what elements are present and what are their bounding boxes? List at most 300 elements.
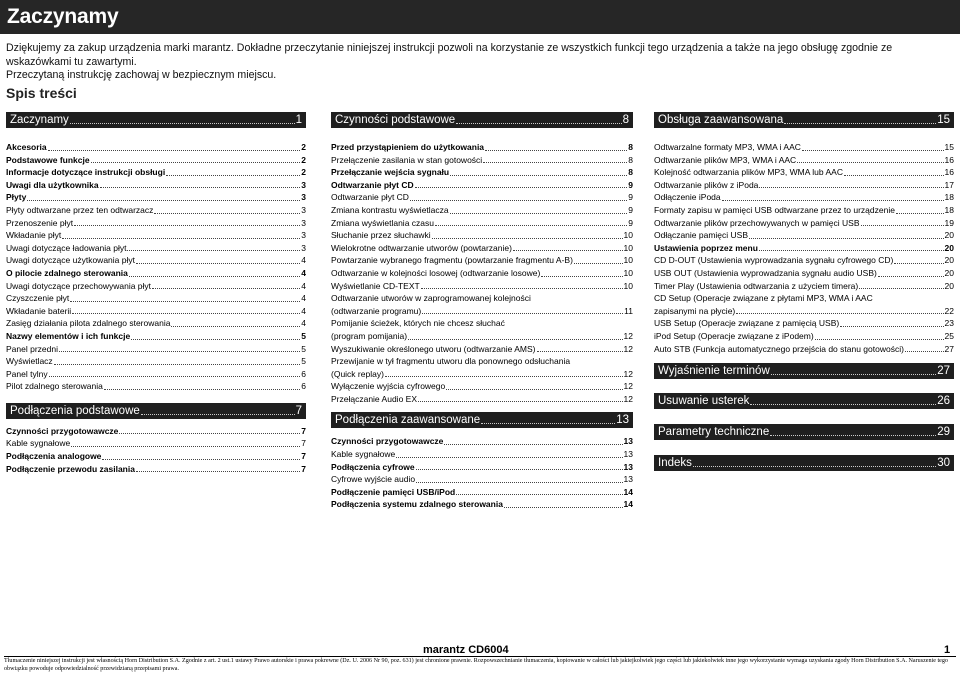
toc-entry[interactable] <box>331 141 633 154</box>
toc-entry-page: 14 <box>623 499 633 510</box>
toc-entry[interactable] <box>331 229 633 242</box>
toc-leader-dots <box>104 389 300 390</box>
toc-entry[interactable] <box>6 292 306 305</box>
toc-entry[interactable] <box>331 393 633 406</box>
toc-entry-page: 16 <box>944 154 954 165</box>
toc-entry[interactable] <box>654 166 954 179</box>
toc-entry-page: 4 <box>301 280 306 291</box>
toc-leader-dots <box>70 301 300 302</box>
toc-entry-page: 6 <box>301 381 306 392</box>
toc-entry-label: Podłączenie pamięci USB/iPod <box>331 486 456 497</box>
toc-leader-dots <box>456 494 622 495</box>
toc-entry-page: 2 <box>301 154 306 165</box>
toc-entry-page: 4 <box>301 293 306 304</box>
toc-entry-page: 3 <box>301 192 306 203</box>
toc-leader-dots <box>416 469 623 470</box>
toc-section-label: Czynności podstawowe <box>335 114 456 126</box>
toc-entry-page: 8 <box>628 154 633 165</box>
toc-entry-page: 8 <box>628 167 633 178</box>
toc-section-header[interactable] <box>654 393 954 409</box>
toc-entry-label: Panel tylny <box>6 368 48 379</box>
toc-entry-label: Podstawowe funkcje <box>6 154 90 165</box>
toc-leader-dots <box>154 213 300 214</box>
toc-entry-page: 23 <box>944 318 954 329</box>
toc-column-3 <box>654 112 954 471</box>
toc-entry[interactable] <box>654 267 954 280</box>
toc-leader-dots <box>48 150 301 151</box>
toc-leader-dots <box>878 276 944 277</box>
toc-entry[interactable] <box>6 355 306 368</box>
toc-entry[interactable] <box>6 242 306 255</box>
toc-leader-dots <box>450 175 627 176</box>
toc-entry[interactable] <box>331 498 633 511</box>
toc-entry-page: 5 <box>301 343 306 354</box>
toc-entry-label: Zmiana wyświetlania czasu <box>331 217 434 228</box>
toc-leader-dots <box>62 238 300 239</box>
toc-entry[interactable] <box>6 154 306 167</box>
toc-entry-page: 16 <box>944 167 954 178</box>
toc-entry-label: Uwagi dotyczące ładowania płyt <box>6 242 127 253</box>
toc-leader-dots <box>513 250 623 251</box>
toc-entry-label: Odłączenie iPoda <box>654 192 721 203</box>
toc-entry-label: Pomijanie ścieżek, których nie chcesz słuchać <box>331 318 505 329</box>
toc-entry-line <box>331 317 633 330</box>
toc-entry-label: USB Setup (Operacje związane z pamięcią USB) <box>654 318 840 329</box>
toc-entry[interactable] <box>6 380 306 393</box>
toc-entry-label: Wkładanie baterii <box>6 305 72 316</box>
toc-entry[interactable] <box>6 343 306 356</box>
toc-leader-dots <box>59 351 300 352</box>
toc-entry[interactable] <box>654 229 954 242</box>
toc-entry-label: Panel przedni <box>6 343 58 354</box>
toc-entry-page: 10 <box>623 255 633 266</box>
toc-entry-label: iPod Setup (Operacje związane z iPodem) <box>654 330 814 341</box>
toc-section-header[interactable] <box>654 424 954 440</box>
toc-entry[interactable] <box>6 229 306 242</box>
toc-entry-label: Wkładanie płyt <box>6 230 62 241</box>
toc-leader-dots <box>71 446 300 447</box>
toc-leader-dots <box>385 376 623 377</box>
toc-entry-label: Odtwarzanie utworów w zaprogramowanej kolejności <box>331 293 531 304</box>
toc-leader-dots <box>396 457 622 458</box>
toc-entry-label: Nazwy elementów i ich funkcje <box>6 330 131 341</box>
toc-leader-dots <box>485 150 627 151</box>
toc-entry-label: Wyświetlacz <box>6 356 53 367</box>
toc-entry-label: Słuchanie przez słuchawki <box>331 230 431 241</box>
toc-leader-dots <box>861 225 944 226</box>
toc-entry-label: Płyty <box>6 192 27 203</box>
toc-entry[interactable] <box>331 486 633 499</box>
toc-entry-label: Przełączanie wejścia sygnału <box>331 167 450 178</box>
toc-entry-page: 12 <box>623 343 633 354</box>
toc-leader-dots <box>136 471 300 472</box>
toc-entry-page: 22 <box>944 305 954 316</box>
toc-entry-label: Odłączanie pamięci USB <box>654 230 749 241</box>
toc-entry[interactable] <box>6 425 306 438</box>
toc-leader-dots <box>483 162 627 163</box>
toc-entry-label: Przenoszenie płyt <box>6 217 74 228</box>
toc-entry[interactable] <box>6 305 306 318</box>
toc-entry-label: Ustawienia poprzez menu <box>654 242 758 253</box>
toc-entry[interactable] <box>331 330 633 343</box>
toc-entry[interactable] <box>654 317 954 330</box>
toc-entry-label: Przełączenie zasilania w stan gotowości <box>331 154 483 165</box>
toc-entry-page: 20 <box>944 267 954 278</box>
toc-section-page: 27 <box>937 365 950 378</box>
toc-leader-dots <box>49 376 301 377</box>
toc-entry[interactable] <box>6 330 306 343</box>
toc-entry-page: 10 <box>623 242 633 253</box>
toc-entry[interactable] <box>6 191 306 204</box>
toc-entry[interactable] <box>654 141 954 154</box>
toc-entry-page: 12 <box>623 393 633 404</box>
toc-leader-dots <box>418 401 623 402</box>
toc-entry-page: 14 <box>623 486 633 497</box>
toc-leader-dots <box>859 288 943 289</box>
toc-entry[interactable] <box>6 463 306 476</box>
toc-entry[interactable] <box>6 280 306 293</box>
toc-entry-page: 6 <box>301 368 306 379</box>
toc-entry-page: 10 <box>623 280 633 291</box>
toc-entry-page: 5 <box>301 356 306 367</box>
footer-page-number: 1 <box>944 644 951 656</box>
toc-entry-label: Cyfrowe wyjście audio <box>331 474 416 485</box>
toc-entry-label: Zasięg działania pilota zdalnego sterowania <box>6 318 171 329</box>
toc-entry[interactable] <box>6 317 306 330</box>
toc-entry[interactable] <box>331 448 633 461</box>
toc-section-label: Obsługa zaawansowana <box>658 114 784 126</box>
toc-leader-dots <box>54 364 301 365</box>
toc-entry-label: Płyty odtwarzane przez ten odtwarzacz <box>6 204 154 215</box>
toc-entry-page: 9 <box>628 204 633 215</box>
toc-section-header[interactable] <box>6 403 306 419</box>
toc-entry[interactable] <box>654 343 954 356</box>
toc-entry[interactable] <box>331 166 633 179</box>
toc-leader-dots <box>446 389 622 390</box>
toc-entry[interactable] <box>331 191 633 204</box>
toc-entry-label: Timer Play (Ustawienia odtwarzania z użyciem timera) <box>654 280 859 291</box>
toc-section-header[interactable] <box>654 363 954 379</box>
toc-section-label: Podłączenia podstawowe <box>10 404 140 417</box>
toc-section-label: Usuwanie usterek <box>658 395 750 408</box>
page-title: Zaczynamy <box>7 5 119 28</box>
toc-entry-label: Kable sygnałowe <box>6 438 71 449</box>
toc-entry[interactable] <box>654 242 954 255</box>
toc-entry-label: USB OUT (Ustawienia wyprowadzania sygnału audio USB) <box>654 267 877 278</box>
toc-entry[interactable] <box>654 154 954 167</box>
toc-section-page: 26 <box>937 395 950 408</box>
toc-leader-dots <box>421 288 623 289</box>
toc-entry[interactable] <box>6 217 306 230</box>
toc-leader-dots <box>722 200 944 201</box>
toc-entry[interactable] <box>654 217 954 230</box>
toc-entry-page: 17 <box>944 179 954 190</box>
toc-entry-label: Wyszukiwanie określonego utworu (odtwarzanie AMS) <box>331 343 536 354</box>
toc-leader-dots <box>797 162 943 163</box>
toc-leader-dots <box>759 250 944 251</box>
toc-section-page: 15 <box>937 114 950 126</box>
toc-leader-dots <box>131 339 300 340</box>
toc-section-page: 1 <box>295 114 302 126</box>
toc-entry-page: 4 <box>301 255 306 266</box>
toc-leader-dots <box>840 326 943 327</box>
toc-entry[interactable] <box>654 254 954 267</box>
toc-entry[interactable] <box>331 473 633 486</box>
toc-leader-dots <box>27 200 300 201</box>
toc-entry-page: 3 <box>301 204 306 215</box>
toc-entry-page: 7 <box>301 463 306 474</box>
toc-section-page: 8 <box>622 114 629 126</box>
toc-section-label: Indeks <box>658 457 692 470</box>
toc-entry[interactable] <box>654 179 954 192</box>
toc-entry[interactable] <box>6 437 306 450</box>
toc-entry-label: Kable sygnałowe <box>331 449 396 460</box>
toc-entry[interactable] <box>654 330 954 343</box>
toc-leader-dots <box>802 150 944 151</box>
footer-model: marantz CD6004 <box>423 644 509 656</box>
toc-entry-label: Powtarzanie wybranego fragmentu (powtarzanie fragmentu A-B) <box>331 255 573 266</box>
intro-note: Przeczytaną instrukcję zachowaj w bezpiecznym miejscu. <box>6 69 277 81</box>
toc-section-page: 30 <box>937 457 950 470</box>
toc-entry[interactable] <box>331 204 633 217</box>
toc-entry[interactable] <box>331 254 633 267</box>
toc-column-1 <box>6 112 306 475</box>
toc-entry[interactable] <box>6 450 306 463</box>
footer-divider <box>4 656 956 657</box>
toc-leader-dots <box>152 288 300 289</box>
toc-entry-label: Czynności przygotowawcze <box>6 425 119 436</box>
toc-entry-page: 10 <box>623 230 633 241</box>
toc-entry-page: 12 <box>623 330 633 341</box>
toc-entry-label: O pilocie zdalnego sterowania <box>6 267 128 278</box>
toc-section-header[interactable] <box>654 112 954 128</box>
toc-entry-label: Wyłączenie wyjścia cyfrowego <box>331 381 446 392</box>
toc-leader-dots <box>894 263 943 264</box>
toc-entry-page: 8 <box>628 142 633 152</box>
toc-leader-dots <box>435 225 627 226</box>
toc-entry-page: 3 <box>301 242 306 253</box>
toc-entry[interactable] <box>6 166 306 179</box>
toc-entry[interactable] <box>6 141 306 154</box>
toc-leader-dots <box>574 263 623 264</box>
toc-entry-page: 12 <box>623 381 633 392</box>
toc-entry-label: Kolejność odtwarzania plików MP3, WMA lub AAC <box>654 167 843 178</box>
toc-section-header[interactable] <box>654 455 954 471</box>
toc-entry-label: Odtwarzanie płyt CD <box>331 179 414 190</box>
toc-leader-dots <box>410 200 627 201</box>
toc-entry[interactable] <box>6 267 306 280</box>
toc-entry-label: Podłączenia analogowe <box>6 451 102 462</box>
toc-entry[interactable] <box>331 217 633 230</box>
toc-entry[interactable] <box>654 191 954 204</box>
toc-entry[interactable] <box>654 204 954 217</box>
toc-entry[interactable] <box>331 461 633 474</box>
toc-entry-page: 20 <box>944 280 954 291</box>
toc-entry-label: Zmiana kontrastu wyświetlacza <box>331 204 449 215</box>
toc-entry-page: 7 <box>301 438 306 449</box>
toc-entry[interactable] <box>331 343 633 356</box>
toc-leader-dots <box>74 225 300 226</box>
toc-leader-dots <box>72 313 300 314</box>
toc-entry-page: 5 <box>301 330 306 341</box>
toc-entry-label: Czyszczenie płyt <box>6 293 70 304</box>
toc-leader-dots <box>127 250 300 251</box>
toc-entry[interactable] <box>331 179 633 192</box>
toc-entry-label: Wyświetlanie CD-TEXT <box>331 280 420 291</box>
toc-leader-dots <box>432 238 623 239</box>
toc-entry-label: CD Setup (Operacje związane z płytami MP3, WMA i AAC <box>654 293 873 304</box>
toc-entry[interactable] <box>331 267 633 280</box>
toc-leader-dots <box>844 175 944 176</box>
toc-entry-page: 18 <box>944 192 954 203</box>
toc-entry-label: Odtwarzanie w kolejności losowej (odtwarzanie losowe) <box>331 267 541 278</box>
toc-entry-page: 19 <box>944 217 954 228</box>
toc-entry-page: 27 <box>944 343 954 354</box>
toc-entry-label: Akcesoria <box>6 142 47 152</box>
toc-entry-page: 7 <box>301 425 306 436</box>
toc-entry-label: Odtwarzanie plików przechowywanych w pamięci USB <box>654 217 860 228</box>
toc-entry-label: Odtwarzalne formaty MP3, WMA i AAC <box>654 142 801 152</box>
toc-section-page: 13 <box>616 414 629 427</box>
toc-section-label: Wyjaśnienie terminów <box>658 365 770 378</box>
toc-entry-page: 2 <box>301 142 306 152</box>
toc-entry-page: 9 <box>628 192 633 203</box>
toc-entry[interactable] <box>331 154 633 167</box>
toc-section-header[interactable] <box>6 112 306 128</box>
toc-entry-page: 13 <box>623 461 633 472</box>
toc-leader-dots <box>736 313 943 314</box>
toc-leader-dots <box>541 276 622 277</box>
toc-section-label: Parametry techniczne <box>658 426 770 439</box>
toc-section-header[interactable] <box>331 112 633 128</box>
toc-entry-page: 2 <box>301 167 306 178</box>
toc-entry[interactable] <box>331 242 633 255</box>
toc-leader-dots <box>422 313 623 314</box>
toc-entry[interactable] <box>654 280 954 293</box>
toc-entry-label: Pilot zdalnego sterowania <box>6 381 103 392</box>
toc-entry[interactable] <box>6 204 306 217</box>
toc-section-label: Podłączenia zaawansowane <box>335 414 481 427</box>
toc-column-2 <box>331 112 633 511</box>
toc-entry-page: 10 <box>623 267 633 278</box>
toc-leader-dots <box>166 175 300 176</box>
toc-entry-label: Czynności przygotowawcze <box>331 436 444 447</box>
toc-entry-page: 13 <box>623 436 633 447</box>
toc-entry-page: 18 <box>944 204 954 215</box>
toc-entry-page: 3 <box>301 179 306 190</box>
toc-entry[interactable] <box>6 179 306 192</box>
toc-entry[interactable] <box>331 368 633 381</box>
toc-leader-dots <box>408 339 622 340</box>
toc-entry-page: 11 <box>624 305 633 316</box>
toc-entry-page: 20 <box>944 242 954 253</box>
toc-section-page: 29 <box>937 426 950 439</box>
toc-entry-label: Podłączenia systemu zdalnego sterowania <box>331 499 503 510</box>
toc-entry-label: Podłączenia cyfrowe <box>331 461 415 472</box>
toc-entry-page: 9 <box>628 217 633 228</box>
toc-entry-page: 13 <box>623 449 633 460</box>
toc-entry-line <box>654 292 954 305</box>
toc-leader-dots <box>171 326 300 327</box>
intro-text: Dziękujemy za zakup urządzenia marki marantz. Dokładne przeczytanie niniejszej instrukcji pozwoli na korzystanie ze wszystkich funkcji tego urządzenia a także na jego obsługę zgodnie ze wskazówkami tu zawartymi. <box>6 42 893 68</box>
toc-entry[interactable] <box>331 435 633 448</box>
toc-entry-label: Uwagi dla użytkownika <box>6 179 99 190</box>
toc-entry-page: 3 <box>301 217 306 228</box>
toc-entry-page: 15 <box>944 142 954 152</box>
toc-entry-label-cont: (program pomijania) <box>331 330 408 341</box>
toc-entry-label: Podłączenie przewodu zasilania <box>6 463 135 474</box>
toc-entry-label-cont: zapisanymi na płycie) <box>654 305 736 316</box>
toc-leader-dots <box>119 433 300 434</box>
toc-entry-label: Odtwarzanie plików MP3, WMA i AAC <box>654 154 797 165</box>
toc-entry[interactable] <box>654 305 954 318</box>
toc-heading: Spis treści <box>6 85 77 101</box>
toc-entry-page: 12 <box>623 368 633 379</box>
intro <box>6 42 954 83</box>
toc-leader-dots <box>504 507 623 508</box>
toc-leader-dots <box>129 276 300 277</box>
toc-leader-dots <box>905 351 944 352</box>
toc-entry-label: Uwagi dotyczące użytkowania płyt <box>6 255 135 266</box>
toc-entry[interactable] <box>331 280 633 293</box>
toc-leader-dots <box>749 238 944 239</box>
toc-leader-dots <box>444 444 622 445</box>
toc-leader-dots <box>896 213 944 214</box>
toc-leader-dots <box>91 162 301 163</box>
toc-leader-dots <box>100 187 301 188</box>
toc-entry-line <box>331 292 633 305</box>
toc-leader-dots <box>815 339 944 340</box>
toc-entry-page: 20 <box>944 230 954 241</box>
toc-entry-page: 9 <box>628 179 633 190</box>
toc-entry-label: Przed przystąpieniem do użytkowania <box>331 142 485 152</box>
toc-entry-page: 3 <box>301 230 306 241</box>
toc-entry-page: 4 <box>301 318 306 329</box>
toc-entry[interactable] <box>6 368 306 381</box>
toc-leader-dots <box>759 187 943 188</box>
footer-legal-notice: Tłumaczenie niniejszej instrukcji jest własnością Horn Distribution S.A. Zgodnie z art. 2 ust.1 ustawy Prawo autorskie i prawa pokrewne (Dz. U. 2006 Nr 90, poz. 631) jest chronione prawnie. Rozpowszechnianie tłumaczenia, kopiowanie w całości lub jakiejkolwiek jego części lub jakiekolwiek inne jego wykorzystanie wymaga uzyskania zgody Horn Distribution S.A. Naruszenie tego obwiązku powoduje odpowiedzialność przewidzianą przepisami prawa. <box>4 658 948 672</box>
toc-entry-page: 20 <box>944 255 954 266</box>
toc-entry-label: Auto STB (Funkcja automatycznego przejścia do stanu gotowości) <box>654 343 904 354</box>
toc-entry-label: Formaty zapisu w pamięci USB odtwarzane przez to urządzenie <box>654 204 895 215</box>
toc-leader-dots <box>102 459 300 460</box>
toc-entry-label: CD D-OUT (Ustawienia wyprowadzania sygnału cyfrowego CD) <box>654 255 894 266</box>
toc-leader-dots <box>537 351 623 352</box>
toc-entry-page: 13 <box>623 474 633 485</box>
toc-leader-dots <box>136 263 300 264</box>
toc-entry-line <box>331 355 633 368</box>
toc-entry-page: 25 <box>944 330 954 341</box>
toc-section-label: Zaczynamy <box>10 114 69 126</box>
toc-entry-label: Przełączanie Audio EX <box>331 393 417 404</box>
toc-entry[interactable] <box>331 380 633 393</box>
toc-entry-page: 4 <box>301 305 306 316</box>
toc-entry-label: Wielokrotne odtwarzanie utworów (powtarzanie) <box>331 242 512 253</box>
toc-entry-page: 4 <box>301 267 306 278</box>
toc-leader-dots <box>416 482 622 483</box>
toc-entry-label: Uwagi dotyczące przechowywania płyt <box>6 280 152 291</box>
toc-entry-label-cont: (odtwarzanie programu) <box>331 305 422 316</box>
toc-entry-label: Przewijanie w tył fragmentu utworu dla ponownego odsłuchania <box>331 356 571 367</box>
toc-entry[interactable] <box>6 254 306 267</box>
toc-leader-dots <box>450 213 628 214</box>
toc-entry-label: Informacje dotyczące instrukcji obsługi <box>6 167 166 178</box>
toc-entry[interactable] <box>331 305 633 318</box>
toc-entry-label: Odtwarzanie plików z iPoda <box>654 179 759 190</box>
toc-section-page: 7 <box>295 404 302 417</box>
title-bar <box>0 0 960 34</box>
toc-section-header[interactable] <box>331 412 633 428</box>
